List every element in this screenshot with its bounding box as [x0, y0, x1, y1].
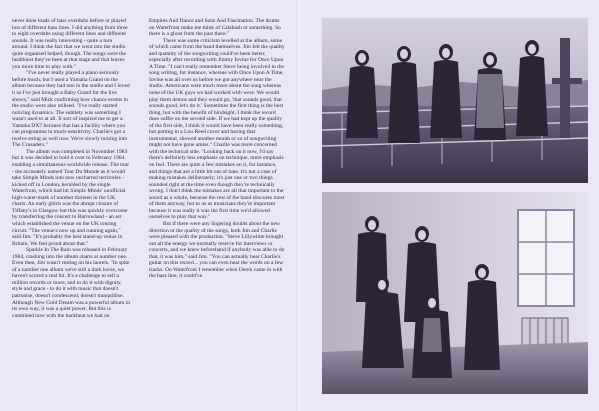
paragraph: But if there were any lingering doubts about the new direction or the quality of the songs, both Jim and Charlie were pleased with the production. "Steve Lillywhite brought out all the energy we normally reserve for interviews or concerts, and we knew beforehand if anybody was able to do that, it was him," said Jim. "You can actually hear Charlie's guitar on this record... you can even hear the words on a few tracks. On Waterfront I remember when Derek came in with the bass line, it could've	[149, 220, 285, 280]
band-photo-bottom	[322, 192, 588, 394]
band-on-deck-image	[322, 18, 588, 183]
paragraph: "I've never really played a piano seriously before much, but I used a Yamaha Grand on the album because they had one in the studio and I loved it so I've just brought a Baby Grand for the live shows," said Mick confirming how chance events in the studio were also utilised. "I've really started noticing dynamics. The subtlety was something I wasn't used to at all. It sort of inspired me to get a Yamaha DX7 because that has a facility where you can programme in touch-sensitivity. Charlie's got a twelve string as well now. We're slowly turning into The Crusaders."	[12, 70, 130, 149]
paragraph: Sparkle In The Rain was released in February 1984, crashing into the album charts at number one. Even then, Jim wasn't resting on his laurels. "In spite of a number one album we're still a dark horse, we haven't scored a real hit. It's a challenge to sell a million records or more, and to do it with dignity, style and grace - to do it with music that doesn't patronise, doesn't condescend, doesn't tranquillise. Although New Gold Dream was a powerful album in its own way, it was a quiet power. But this is combined now with the backbeat we had on	[12, 247, 130, 319]
paragraph: The album was completed in November 1983 but it was decided to hold it over to February 1984 enabling a simultaneous worldwide release. The tour - the accurately named Tour Du Monde as it would take Simple Minds into new uncharted territories - kicked off in London, heralded by the single Waterfront, which had hit Simple Minds' unofficial high-water-mark of number thirteen in the UK charts. An early glitch was the abrupt closure of Tiffany's in Glasgow but this was quickly overcome by transferring the concert to Barrowland - an act which established the venue on the UK touring circuit. "The venue's now up and running again," said Jim. "It's probably the best stand-up venue in Britain. We feel proud about that."	[12, 148, 130, 247]
band-in-room-image	[322, 192, 588, 394]
paragraph: Empires And Dance and Sons And Fascination. The drums on Waterfront make me think of Calabash or something. So there is a ghost from the past there."	[149, 18, 281, 38]
band-photo-top	[322, 18, 588, 183]
left-page	[0, 0, 298, 411]
text-column-1	[12, 18, 130, 319]
text-column-2	[149, 18, 285, 280]
right-page	[300, 0, 599, 411]
paragraph: never done loads of bass overdubs before or played lots of different bass lines. I did anything from three to eight overdubs using different lines and different sounds. It was really interesting - quite a turn around. I think the fact that we went into the studio quite organised helped, though. The songs were the healthiest they've been at that stage and that leaves you more time to play with."	[12, 18, 128, 70]
paragraph: There was some criticism levelled at the album, some of which came from the band themselves. Jim felt the quality and quantity of the songwriting could've been better, especially after recording with Jimmy Iovine for Once Upon A Time. "I can't really remember Steve being involved in the song writing, for instance, whereas with Once Upon A Time, Iovine was all over us before we got anywhere near the studio. Americans were much more about the song whereas none of the UK guys we had worked with were. We would play them demos and they would go, 'that sounds good, that sounds good, let's do it.' Sometimes the first thing is the best thing, but with the benefit of hindsight, I think the record does suffer on the second side. If we had kept up the quality of the first side, I think it would have been really something, but putting in a Lou Reed cover and having that instrumental, showed another month or so of songwriting might not have gone amiss." Charlie was more concerned with the technical side. "Looking back on it now, I'd say there's definitely less emphasis on technique, more emphasis on feel. There are quite a few mistakes on it, for instance, and things that are a little bit out of tune. It's not a case of making mistakes deliberately; it's just one or two things sounded right at the time even though they're technically wrong. I don't think the mistakes are all that important to the sound as a whole, because the rest of the band obscures most of them anyway, but to us as musicians they're important because it was really it was the first time we'd allowed ourselves to play that way."	[149, 37, 285, 221]
